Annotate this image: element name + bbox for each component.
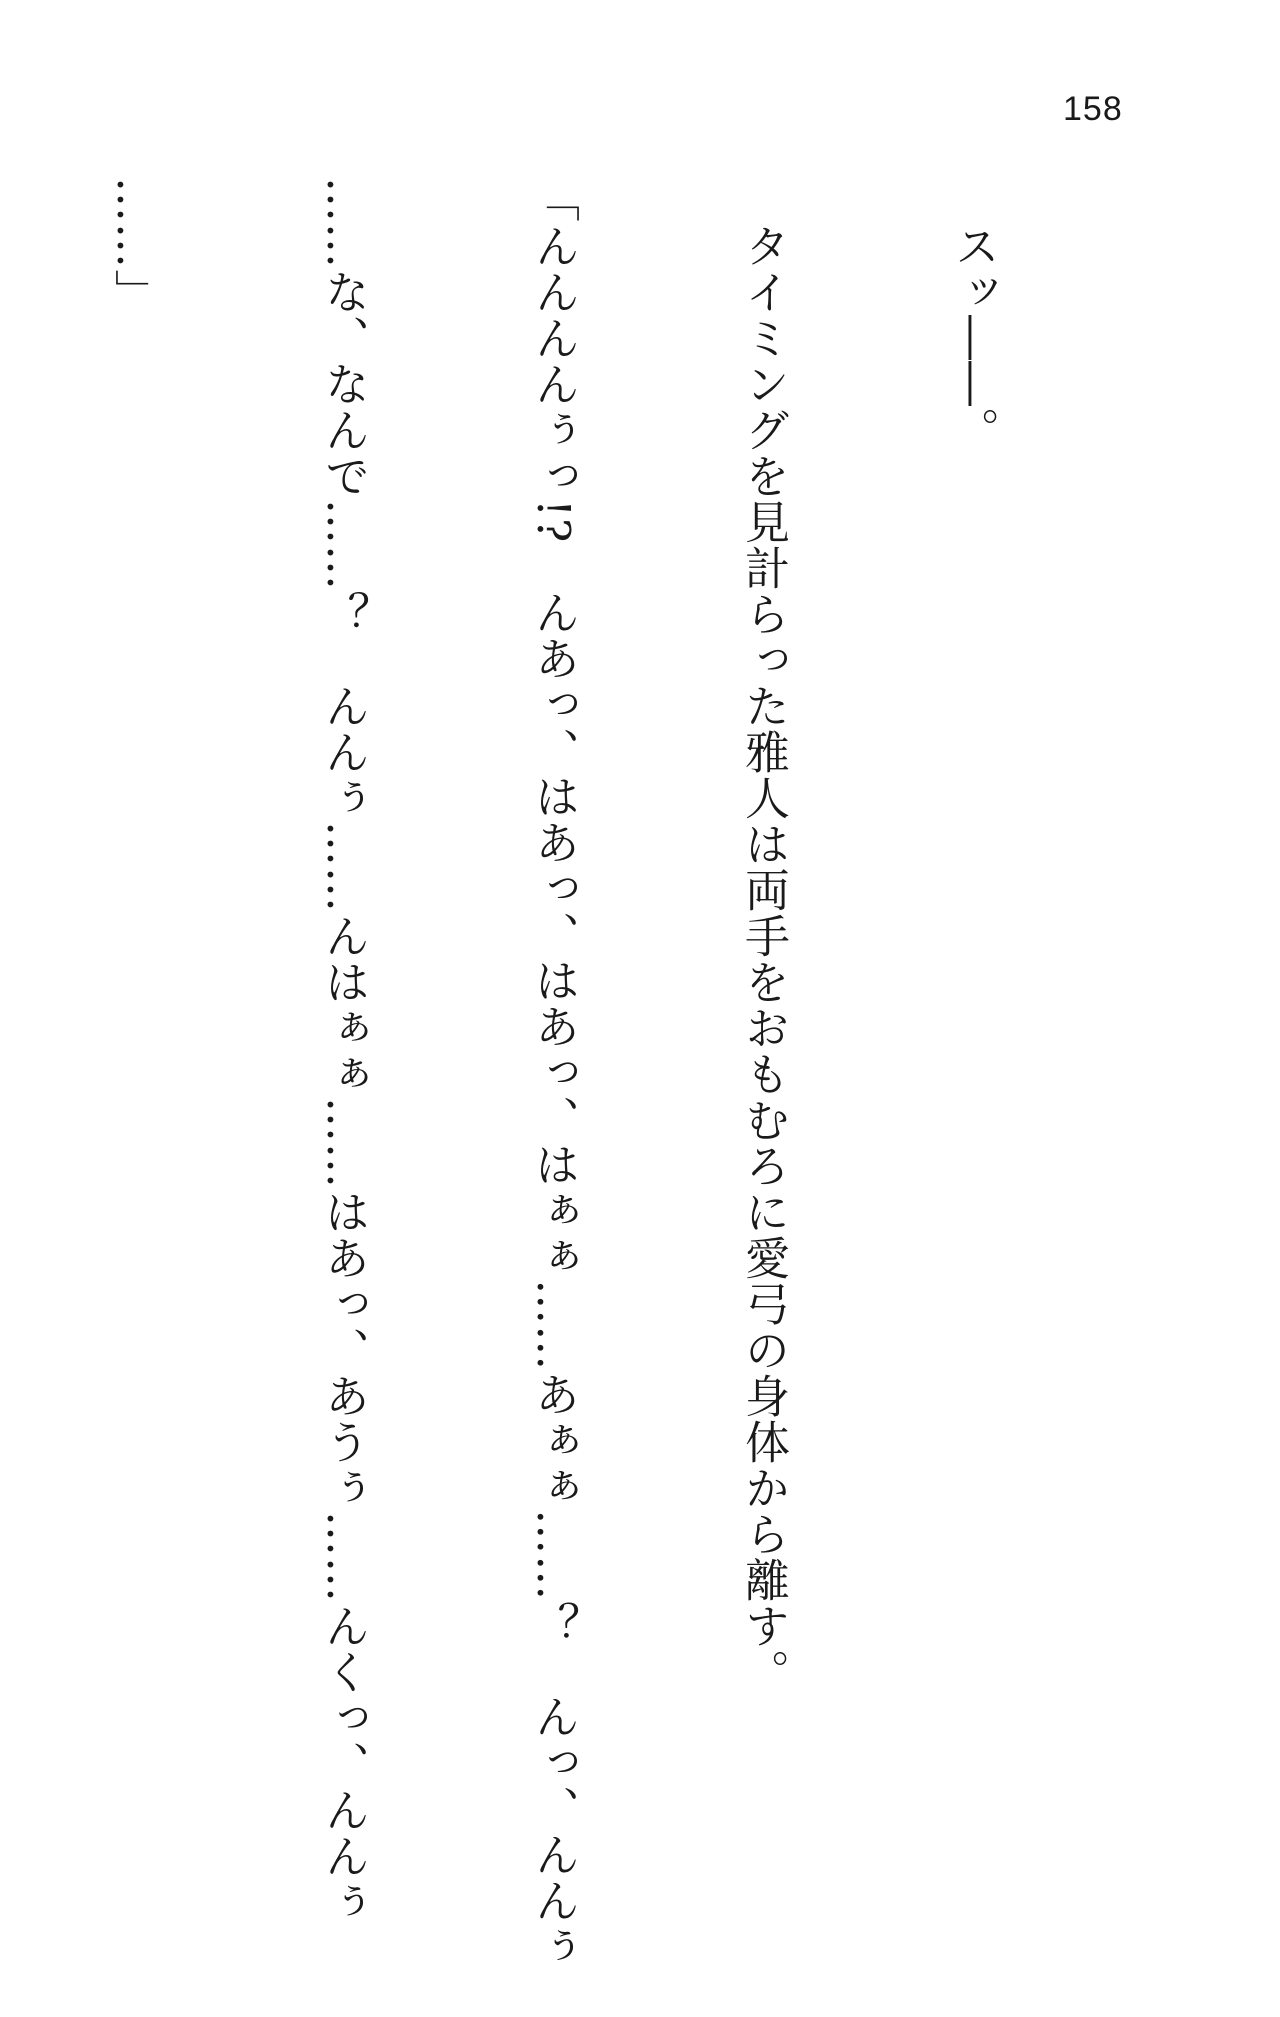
text-line: スッ――。 bbox=[947, 177, 1000, 453]
text-line: ……な、なんで……？ んんぅ……んはぁぁ……はあっ、あうぅ……んくっ、んんぅ bbox=[317, 177, 370, 1925]
text-line: タイミングを見計らった雅人は両手をおもむろに愛弓の身体から離す。 bbox=[737, 177, 790, 1695]
page-number: 158 bbox=[1063, 90, 1123, 128]
text-line: ……」 bbox=[107, 177, 160, 315]
text-line: 「んんんんぅっ!? んあっ、はあっ、はあっ、はぁぁ……あぁぁ……？ んっ、んんぅ bbox=[527, 177, 580, 1970]
body-text bbox=[0, 177, 1148, 1970]
